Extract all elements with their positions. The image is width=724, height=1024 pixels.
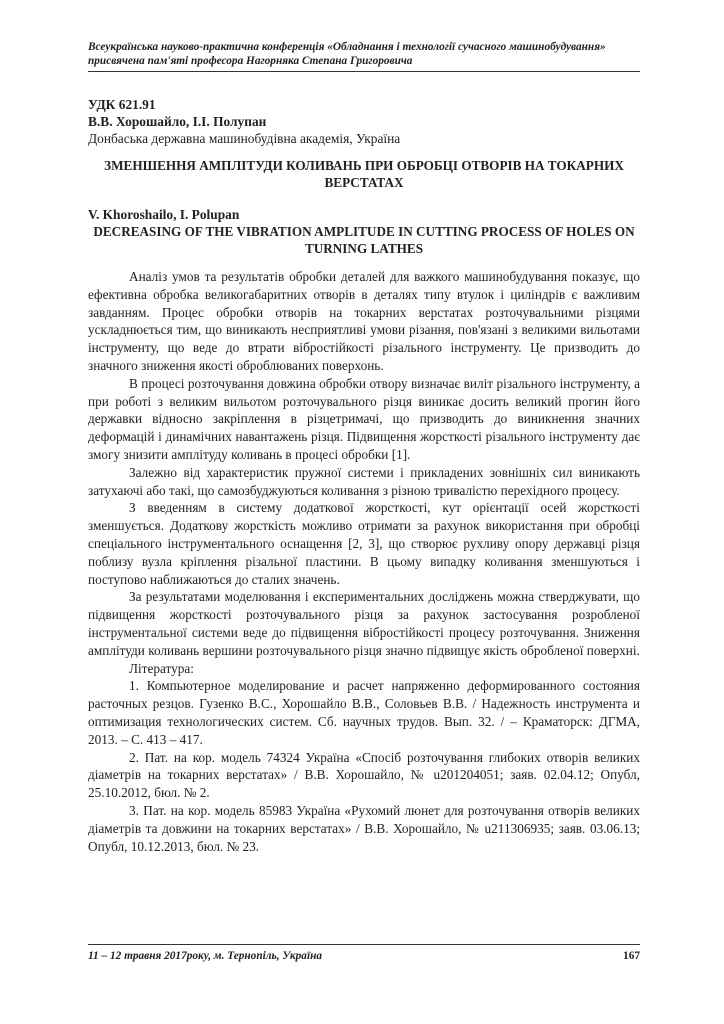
running-header — [88, 40, 640, 68]
paragraph-boring-process: В процесі розточування довжина обробки отвору визначає виліт різального інструменту, а при роботі з великим вильотом розточувального різця виникає досить великий прогин його державки відносно закріплення в різцетримачі, що призводить до виникнення значних деформацій і динамічних навантажень різця. Підвищення жорсткості різального інструменту дає змогу знизити амплітуду коливань в процесі обробки [1]. — [88, 375, 640, 462]
authors-ua: В.В. Хорошайло, І.І. Полупан — [88, 114, 267, 129]
references-heading: Література: — [129, 660, 194, 676]
udk-code: УДК 621.91 — [88, 97, 156, 112]
header-conference-line: Всеукраїнська науково-практична конференція «Обладнання і технології сучасного машинобудування» — [88, 41, 606, 53]
page-number: 167 — [623, 950, 640, 962]
title-english: DECREASING OF THE VIBRATION AMPLITUDE IN CUTTING PROCESS OF HOLES ON TURNING LATHES — [93, 224, 635, 256]
front-matter — [88, 96, 640, 147]
paragraph-intro: Аналіз умов та результатів обробки деталей для важкого машинобудування показує, що ефективна обробка великогабаритних отворів в деталях типу втулок і циліндрів є важливим завданням. Процес обробки отворів на токарних верстатах розточувальними різцями ускладнюється тим, що виникають несприятливі умови різання, пов'язані з великими вильотами інструменту, що веде до втрати вібростійкості різального інструменту. Це призводить до значного зниження якості оброблюваних поверхонь. — [88, 269, 640, 373]
reference-item: 1. Компьютерное моделирование и расчет напряженно деформированного состояния расточных резцов. Гузенко В.С., Хорошайло В.В., Соловьев В.В. / Надежность инструмента и оптимизация технологических систем. Сб. научных трудов. Вып. 32. / – Краматорск: ДГМА, 2013. – С. 413 – 417. — [88, 678, 640, 747]
paragraph-added-stiffness: З введенням в систему додаткової жорсткості, кут орієнтації осей жорсткості зменшується. Додаткову жорсткість можливо отримати за рахунок використання при обробці спеціального інструментального оснащення [2, 3], що створює рухливу опору державці різця поблизу вузла кріплення різальної пластини. В цьому випадку коливання зменшуються і поступово наближаються до сталих значень. — [88, 500, 640, 587]
header-dedication-line: присвячена пам'яті професора Нагорняка Степана Григоровича — [88, 55, 413, 67]
footer-divider — [88, 944, 640, 945]
footer-date-location: 11 – 12 травня 2017року, м. Тернопіль, Україна — [88, 950, 323, 962]
reference-item: 3. Пат. на кор. модель 85983 Україна «Рухомий люнет для розточування отворів великих діаметрів та довжини на токарних верстатах» / В.В. Хорошайло, № u211306935; заяв. 03.06.13; Опубл, 10.12.2013, бюл. № 23. — [88, 802, 640, 854]
reference-item: 2. Пат. на кор. модель 74324 Україна «Спосіб розточування глибоких отворів великих діаметрів на токарних верстатах» / В.В. Хорошайло, № u201204051; заяв. 02.04.12; Опубл, 25.10.2012, бюл. № 2. — [88, 749, 640, 801]
authors-english: V. Khoroshailo, I. Polupan — [88, 207, 240, 222]
title-ukrainian: ЗМЕНШЕННЯ АМПЛІТУДИ КОЛИВАНЬ ПРИ ОБРОБЦІ ОТВОРІВ НА ТОКАРНИХ ВЕРСТАТАХ — [104, 158, 624, 190]
article-body — [88, 268, 640, 855]
header-divider — [88, 71, 640, 72]
affiliation: Донбаська державна машинобудівна академія, Україна — [88, 131, 401, 146]
paragraph-conclusion: За результатами моделювання і експериментальних досліджень можна стверджувати, що підвищення жорсткості розточувального різця за рахунок застосування розробленої інструментальної системи веде до підвищення вібростійкості процесу розточування. Зниження амплітуди коливань вершини розточувального різця значно підвищує якість обробленої поверхні. — [88, 589, 640, 658]
paragraph-vibration-types: Залежно від характеристик пружної системи і прикладених зовнішніх сил виникають затухаючі або такі, що самозбуджуються коливання з різною тривалістю перехідного процесу. — [88, 464, 640, 498]
